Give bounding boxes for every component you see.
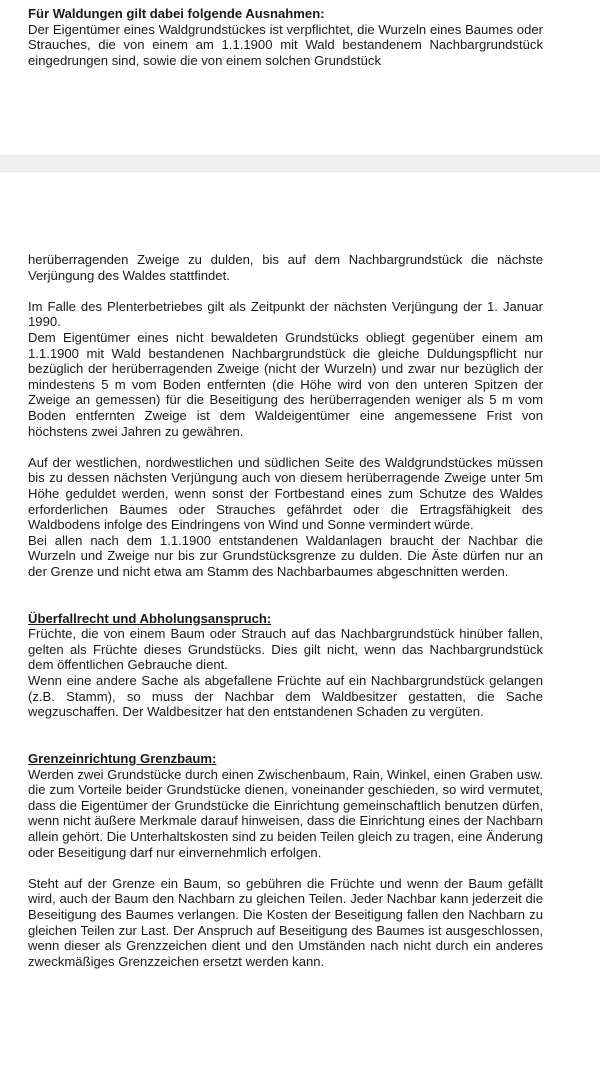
paragraph-andere-sache: Wenn eine andere Sache als abgefallene Früchte auf ein Nachbargrundstück gelangen (z.B. Stamm), so muss der Nachbar dem Waldbesitzer gestatten, die Sache wegzuschaffen. Der Waldbesitzer hat den entstandenen Schaden zu vergüten. xyxy=(28,673,543,720)
paragraph-westliche-seite: Auf der westlichen, nordwestlichen und südlichen Seite des Waldgrundstückes müssen bis zu dessen nächsten Verjüngung auch von diesem herüberragende Zweige unter 5m Höhe geduldet werden, wenn sonst der Fortbestand eines zum Schutze des Waldes erforderlichen Baumes oder Strauches gefährdet oder die Ertragsfähigkeit des Waldbodens infolge des Eindringens von Wind und Sonne vermindert würde. xyxy=(28,454,543,533)
page-1-text xyxy=(28,6,543,68)
page-separator xyxy=(0,155,600,172)
heading-waldungen: Für Waldungen gilt dabei folgende Ausnahmen: xyxy=(28,6,325,21)
paragraph-grenzbaum: Steht auf der Grenze ein Baum, so gebühren die Früchte und wenn der Baum gefällt wird, auch der Baum den Nachbarn zu gleichen Teilen. Jeder Nachbar kann jederzeit die Beseitigung des Baumes verlangen. Die Kosten der Beseitigung fallen den Nachbarn zu gleichen Teilen zur Last. Der Anspruch auf Beseitigung des Baumes ist ausgeschlossen, wenn dieser als Grenzzeichen dient und den Umständen nach nicht durch ein anderes zweckmäßiges Grenzzeichen ersetzt werden kann. xyxy=(28,875,543,969)
paragraph-continuation: herüberragenden Zweige zu dulden, bis auf dem Nachbargrundstück die nächste Verjüngung des Waldes stattfindet. xyxy=(28,252,543,283)
heading-ueberfallrecht: Überfallrecht und Abholungsanspruch: xyxy=(28,610,272,626)
heading-grenzeinrichtung: Grenzeinrichtung Grenzbaum: xyxy=(28,751,217,766)
document-page-2 xyxy=(0,172,600,1067)
spacer xyxy=(28,283,543,299)
spacer xyxy=(28,439,543,455)
page-2-text xyxy=(28,252,543,969)
document-page-1 xyxy=(0,0,600,155)
spacer xyxy=(28,720,543,736)
spacer xyxy=(28,735,543,751)
paragraph-plenterbetrieb: Im Falle des Plenterbetriebes gilt als Zeitpunkt der nächsten Verjüngung der 1. Januar 1990. xyxy=(28,298,543,330)
spacer xyxy=(28,860,543,876)
spacer xyxy=(28,579,543,595)
paragraph-grenzeinrichtung: Werden zwei Grundstücke durch einen Zwischenbaum, Rain, Winkel, einen Graben usw. die zum Vorteile beider Grundstücke dienen, voneinander geschieden, so wird vermutet, dass die Eigentümer der Grundstücke die Einrichtung gemeinschaftlich benutzen dürfen, wenn nicht äußere Merkmale darauf hinweisen, dass die Einrichtung eines der Nachbarn allein gehört. Die Unterhaltskosten sind zu beiden Teilen gleich zu tragen, eine Änderung oder Beseitigung darf nur einvernehmlich erfolgen. xyxy=(28,766,543,860)
paragraph-fruechte: Früchte, die von einem Baum oder Strauch auf das Nachbargrundstück hinüber fallen, gelten als Früchte dieses Grundstücks. Dies gilt nicht, wenn das Nachbargrundstück dem öffentlichen Gebrauche dient. xyxy=(28,626,543,673)
paragraph-nach-1900: Bei allen nach dem 1.1.1900 entstandenen Waldanlagen braucht der Nachbar die Wurzeln und Zweige nur bis zur Grundstücksgrenze zu dulden. Die Äste dürfen nur an der Grenze und nicht etwa am Stamm des Nachbarbaumes abgeschnitten werden. xyxy=(28,532,543,579)
paragraph-waldgrundstueck: Der Eigentümer eines Waldgrundstückes ist verpflichtet, die Wurzeln eines Baumes oder Strauches, die von einem am 1.1.1900 mit Wald bestandenem Nachbargrundstück eingedrungen sind, sowie die von einem solchen Grundstück xyxy=(28,21,543,68)
paragraph-nicht-bewaldet: Dem Eigentümer eines nicht bewaldeten Grundstücks obliegt gegenüber einem am 1.1.1900 mit Wald bestandenen Nachbargrundstück die gleiche Duldungspflicht nur bezüglich der herüberragenden Zweige (nicht der Wurzeln) und zwar nur bezüglich der mindestens 5 m vom Boden entfernten (die Höhe wird von den unteren Spitzen der Zweige an gemessen) für die Beseitigung des herüberragenden weniger als 5 m vom Boden entfernten Zweige ist dem Waldeigentümer eine angemessene Frist von höchstens zwei Jahren zu gewähren. xyxy=(28,329,543,439)
spacer xyxy=(28,595,543,611)
